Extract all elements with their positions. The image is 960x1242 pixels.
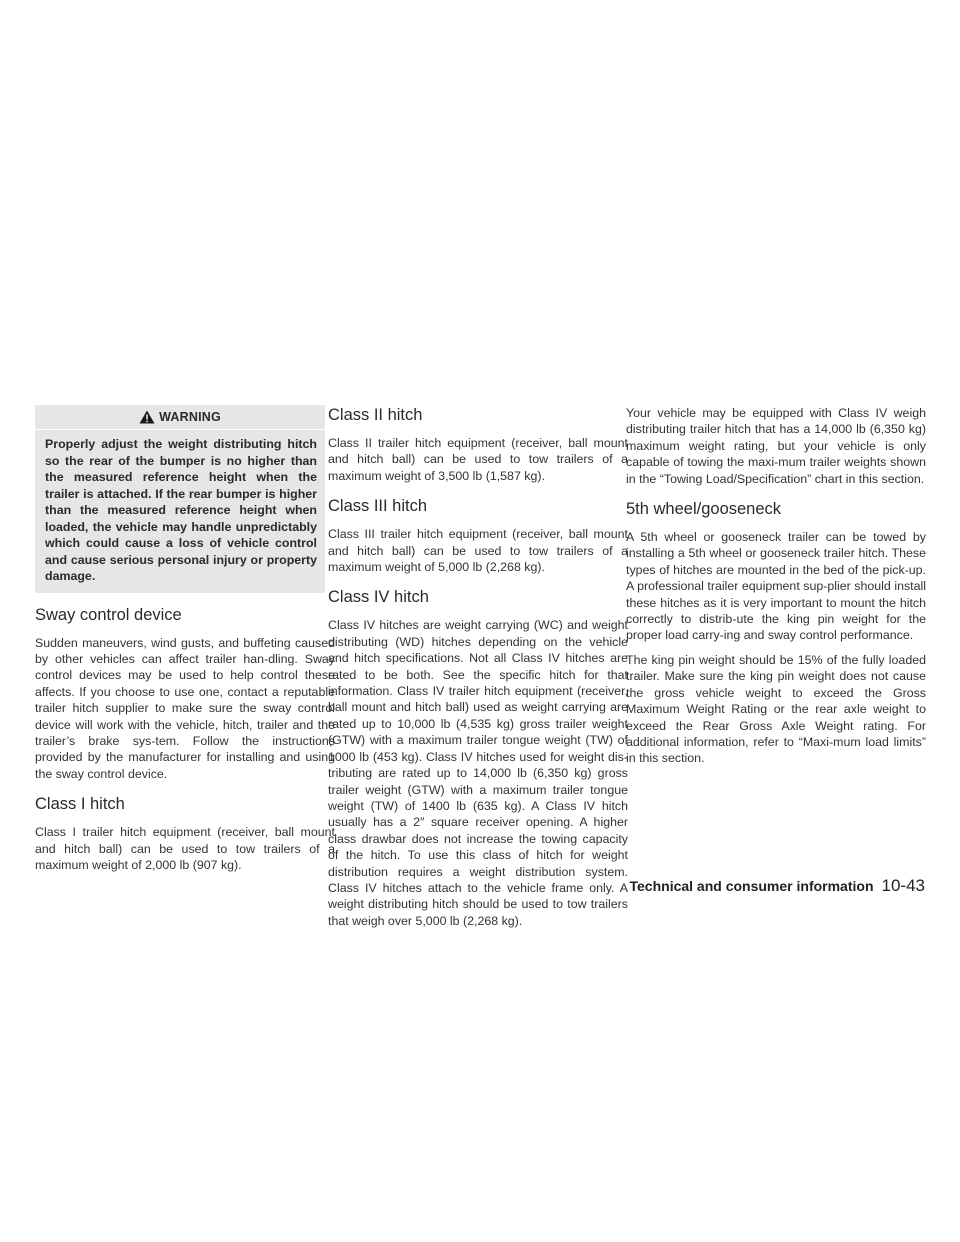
page-footer (630, 876, 926, 896)
warning-box (35, 405, 325, 593)
footer-section-title: Technical and consumer information (629, 878, 874, 894)
paragraph-5th-wheel-2: The king pin weight should be 15% of the fully loaded trailer. Make sure the king pin weight does not cause the gross vehicle weight to exceed the Gross Maximum Weight Rating or the rear axle weight to exceed the Rear Gross Axle Weight rating. For additional information, refer to “Maxi-mum load limits” in this section. (626, 652, 926, 766)
footer-page-number: 10-43 (881, 876, 925, 895)
column-right-content (626, 405, 926, 775)
heading-class-2: Class II hitch (328, 406, 423, 424)
warning-header (35, 405, 325, 430)
paragraph-class-2: Class II trailer hitch equipment (receiver, ball mount and hitch ball) can be used to tow trailers of a maximum weight of 3,500 lb (1,587 kg). (328, 436, 628, 483)
paragraph-class-4-continued: Your vehicle may be equipped with Class IV weigh distributing trailer hitch that has a 14,000 lb (6,350 kg) maximum weight rating, but your vehicle is only capable of towing the maxi-mum trailer weights shown in the “Towing Load/Specification” chart in this section. (626, 406, 926, 486)
heading-sway-control: Sway control device (35, 605, 182, 624)
column-middle (328, 405, 628, 937)
paragraph-sway-control: Sudden maneuvers, wind gusts, and buffeting caused by other vehicles can affect trailer han-dling. Sway control devices may be used to help control these affects. If you choose to use one, contact a reputable trailer hitch supplier to make sure the sway control device will work with the vehicle, hitch, trailer and the trailer’s brake sys-tem. Follow the instructions provided by the manufacturer for installing and using the sway control device. (35, 635, 335, 781)
warning-label: WARNING (159, 410, 221, 424)
column-left (35, 405, 335, 881)
warning-triangle-icon (139, 410, 155, 424)
heading-class-3: Class III hitch (328, 497, 428, 516)
warning-text: Properly adjust the weight distributing hitch so the rear of the bumper is no higher than the measured reference height when the trailer is attached. If the rear bumper is higher than the measured reference height when loaded, the vehicle may handle unpredictably which could cause a loss of vehicle control and cause serious personal injury or property damage. (45, 437, 317, 583)
paragraph-class-1: Class I trailer hitch equipment (receiver, ball mount and hitch ball) can be used to tow trailers of a maximum weight of 2,000 lb (907 kg). (35, 825, 335, 872)
heading-class-1: Class I hitch (35, 795, 125, 814)
heading-class-4: Class IV hitch (328, 588, 429, 607)
paragraph-5th-wheel-1: A 5th wheel or gooseneck trailer can be towed by installing a 5th wheel or gooseneck trailer hitch. These types of hitches are mounted in the bed of the pick-up. A professional trailer equipment sup-plier should install these hitches as it is very important to mount the hitch correctly to distrib-ute the king pin weight for the proper load carry-ing and sway control performance. (626, 530, 926, 643)
heading-5th-wheel: 5th wheel/gooseneck (626, 500, 782, 519)
paragraph-class-4: Class IV hitches are weight carrying (WC) and weight distributing (WD) hitches depending on the vehicle and hitch specifications. Not all Class IV hitches are rated to be both. See the specific hitch for that information. Class IV trailer hitch equipment (receiver, ball mount and hitch ball) used as weight carrying are rated up to 10,000 lb (4,535 kg) gross trailer weight (GTW) with a maximum trailer tongue weight (TW) of 1000 lb (453 kg). Class IV hitches used for weight dis-tributing are rated up to 14,000 lb (6,350 kg) gross trailer weight (GTW) with a maximum trailer tongue weight (TW) of 1400 lb (635 kg). A Class IV hitch usually has a 2″ square receiver opening. A higher class drawbar does not increase the towing capacity of the hitch. To use this class of hitch for weight distribution requires a weight distribution system. Class IV hitches attach to the vehicle frame only. A weight distributing hitch should be used to tow trailers that weigh over 5,000 lb (2,268 kg). (328, 618, 628, 928)
paragraph-class-3: Class III trailer hitch equipment (receiver, ball mount and hitch ball) can be used to tow trailers of a maximum weight of 5,000 lb (2,268 kg). (328, 527, 628, 575)
